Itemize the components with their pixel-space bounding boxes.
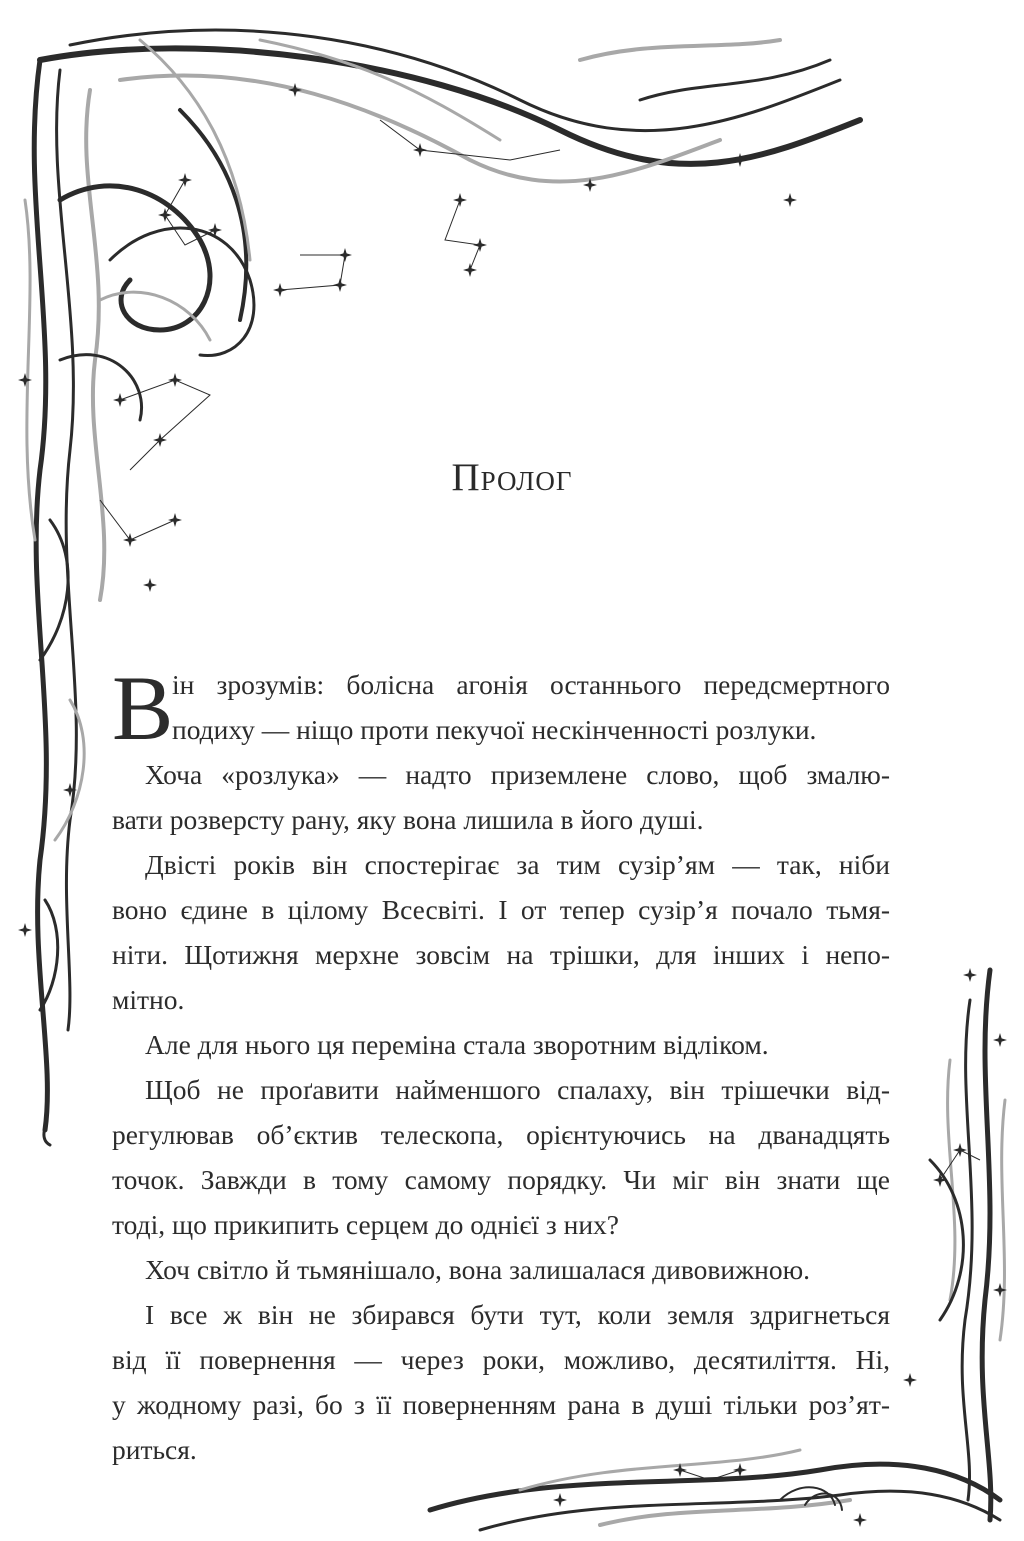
text-line: Хоч світло й тьмянішало, вона залишалася дивовижною. <box>145 1254 811 1285</box>
text-line: регулював об’єктив телескопа, орієнтуючись на дванадцять <box>112 1119 890 1150</box>
text-line: точок. Завжди в тому самому порядку. Чи міг він знати ще <box>112 1164 890 1195</box>
drop-cap: В <box>112 657 174 759</box>
text-line: І все ж він не збирався бути тут, коли земля здригнеться <box>145 1299 890 1330</box>
text-line: Хоча «розлука» — надто приземлене слово, щоб змалю- <box>145 759 890 790</box>
text-line: від її повернення — через роки, можливо, десятиліття. Ні, <box>112 1344 890 1375</box>
text-line: у жодному разі, бо з її поверненням рана в душі тільки роз’ят- <box>112 1389 890 1420</box>
text-line: Щоб не проґавити найменшого спалаху, він трішечки від- <box>145 1074 890 1105</box>
text-line: Але для нього ця переміна стала зворотним відліком. <box>145 1029 769 1060</box>
chapter-title: Пролог <box>451 456 573 499</box>
text-line: тоді, що прикипить серцем до однієї з них? <box>112 1209 619 1240</box>
text-line: вати розверсту рану, яку вона лишила в його душі. <box>112 804 704 835</box>
text-line: ін зрозумів: болісна агонія останнього передсмертного <box>172 669 890 700</box>
text-line: подиху — ніщо проти пекучої нескінченності розлуки. <box>172 714 817 745</box>
text-line: воно єдине в цілому Всесвіті. І от тепер сузір’я почало тьмя- <box>112 894 890 925</box>
text-line: риться. <box>112 1434 197 1465</box>
text-line: мітно. <box>112 984 185 1015</box>
text-line: Двісті років він спостерігає за тим сузір’ям — так, ніби <box>145 849 890 880</box>
prologue-text <box>112 657 890 1472</box>
text-line: ніти. Щотижня мерхне зовсім на трішки, для інших і непо- <box>112 939 890 970</box>
